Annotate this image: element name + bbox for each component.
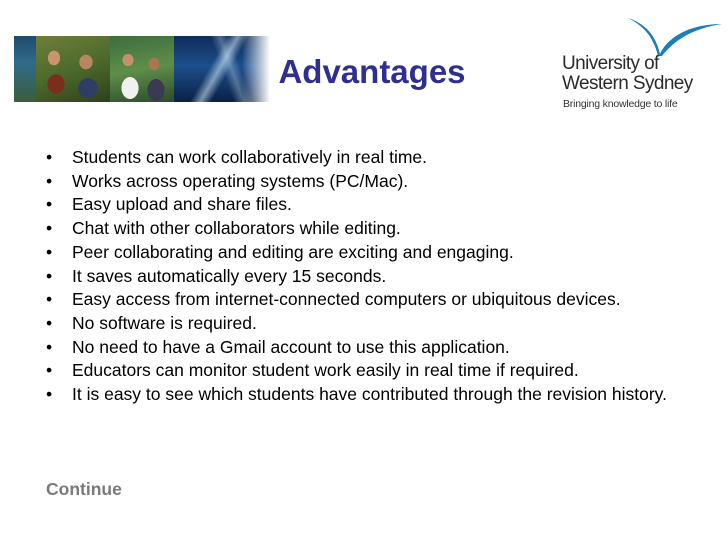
list-item (46, 338, 696, 358)
bird-logo-icon (562, 14, 722, 56)
list-item (46, 267, 696, 287)
bullet-icon: • (46, 194, 53, 215)
list-item (46, 361, 696, 381)
bullet-icon: • (46, 218, 53, 239)
list-item (46, 290, 696, 310)
list-item (46, 195, 696, 215)
bullet-icon: • (46, 384, 53, 405)
photo-students-laptop (110, 36, 174, 102)
list-item-text: Educators can monitor student work easily in real time if required. (72, 360, 579, 381)
list-item-text: Easy upload and share files. (72, 194, 292, 215)
list-item-text: It is easy to see which students have contributed through the revision history. (72, 384, 667, 405)
photo-students-group (36, 36, 110, 102)
university-logo (562, 14, 722, 114)
list-item (46, 385, 696, 405)
list-item-text: Students can work collaboratively in real time. (72, 147, 428, 167)
list-item (46, 243, 696, 263)
bullet-icon: • (46, 360, 53, 381)
bullet-icon: • (46, 336, 53, 357)
slide-title: Advantages (278, 53, 466, 90)
list-item (46, 219, 696, 239)
list-item-text: Easy access from internet-connected computers or ubiquitous devices. (72, 289, 621, 310)
continue-link[interactable]: Continue (46, 479, 122, 499)
list-item (46, 172, 696, 192)
logo-university-name: University of Western Sydney (562, 53, 693, 94)
list-item (46, 148, 696, 168)
bullet-icon: • (46, 241, 53, 262)
list-item-text: Works across operating systems (PC/Mac). (72, 170, 409, 191)
logo-tagline: Bringing knowledge to life (563, 98, 678, 110)
bullet-icon: • (46, 170, 53, 191)
bullet-icon: • (46, 147, 53, 167)
list-item (46, 314, 696, 334)
advantages-list (46, 148, 696, 409)
header-photo-strip (14, 36, 270, 102)
list-item-text: It saves automatically every 15 seconds. (72, 265, 387, 286)
list-item-text: Chat with other collaborators while editing. (72, 218, 401, 239)
bullet-icon: • (46, 265, 53, 286)
bullet-icon: • (46, 289, 53, 310)
photo-landscape (14, 36, 36, 102)
list-item-text: No need to have a Gmail account to use this application. (72, 336, 510, 357)
bullet-icon: • (46, 312, 53, 333)
list-item-text: No software is required. (72, 312, 257, 333)
list-item-text: Peer collaborating and editing are exciting and engaging. (72, 241, 514, 262)
